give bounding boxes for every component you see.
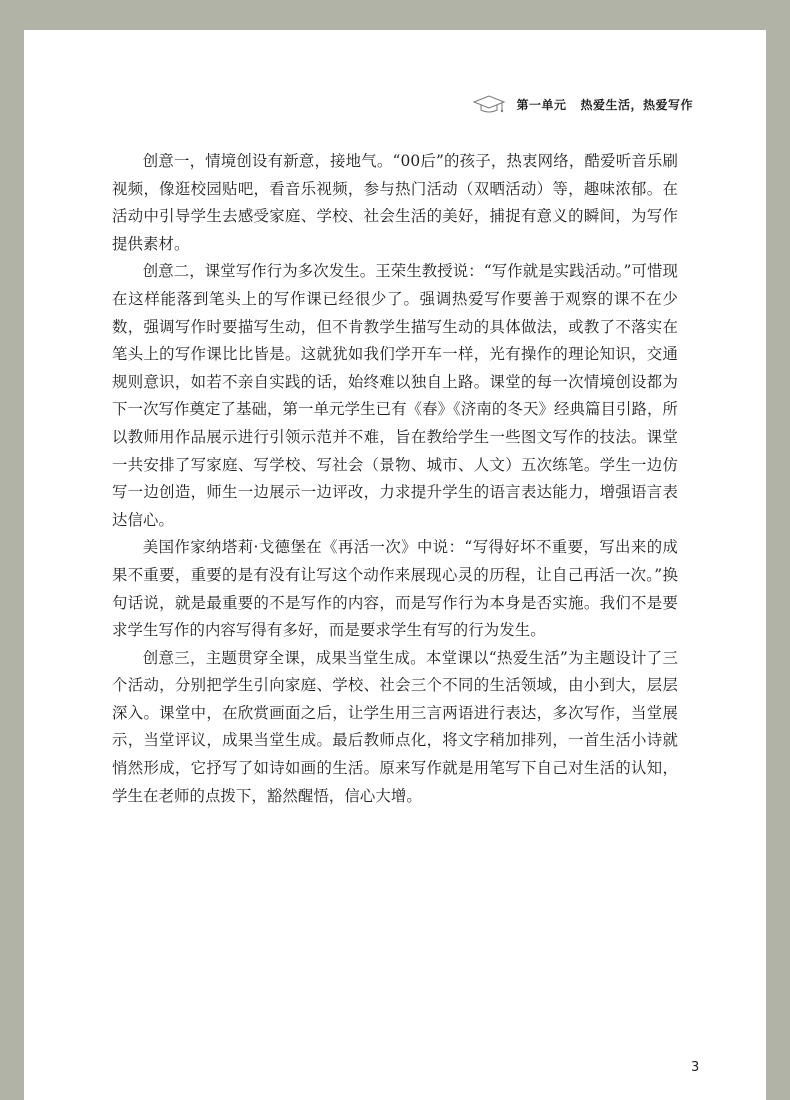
- graduation-cap-icon: [472, 94, 506, 114]
- header-title: 热爱生活，热爱写作: [580, 97, 693, 112]
- paragraph: 创意二，课堂写作行为多次发生。王荣生教授说：“写作就是实践活动。”可惜现在这样能落到笔头上的写作课已经很少了。强调热爱写作要善于观察的课不在少数，强调写作时要描写生动，但不肯教学生描写生动的具体做法，或教了不落实在笔头上的写作课比比皆是。这就犹如我们学开车一样，光有操作的理论知识，交通规则意识，如若不亲自实践的话，始终难以独自上路。课堂的每一次情境创设都为下一次写作奠定了基础，第一单元学生已有《春》《济南的冬天》经典篇目引路，所以教师用作品展示进行引领示范并不难，旨在教给学生一些图文写作的技法。课堂一共安排了写家庭、写学校、写社会（景物、城市、人文）五次练笔。学生一边仿写一边创造，师生一边展示一边评改，力求提升学生的语言表达能力，增强语言表达信心。: [112, 262, 678, 529]
- body-text: [112, 148, 678, 810]
- page-number: 3: [691, 1060, 700, 1075]
- paragraph: 创意一，情境创设有新意，接地气。“00后”的孩子，热衷网络，酷爱听音乐刷视频，像逛校园贴吧，看音乐视频，参与热门活动（双晒活动）等，趣味浓郁。在活动中引导学生去感受家庭、学校、社会生活的美好，捕捉有意义的瞬间，为写作提供素材。: [112, 152, 678, 253]
- paragraph: 创意三，主题贯穿全课，成果当堂生成。本堂课以“热爱生活”为主题设计了三个活动，分别把学生引向家庭、学校、社会三个不同的生活领域，由小到大，层层深入。课堂中，在欣赏画面之后，让学生用三言两语进行表达，多次写作，当堂展示，当堂评议，成果当堂生成。最后教师点化，将文字稍加排列，一首生活小诗就悄然形成，它抒写了如诗如画的生活。原来写作就是用笔写下自己对生活的认知，学生在老师的点拨下，豁然醒悟，信心大增。: [112, 648, 678, 805]
- paragraph: 美国作家纳塔莉·戈德堡在《再活一次》中说：“写得好坏不重要，写出来的成果不重要，重要的是有没有让写这个动作来展现心灵的历程，让自己再活一次。”换句话说，就是最重要的不是写作的内容，而是写作行为本身是否实施。我们不是要求学生写作的内容写得有多好，而是要求学生有写的行为发生。: [112, 538, 678, 640]
- book-page: [24, 30, 766, 1100]
- running-header: [472, 94, 693, 114]
- header-unit: 第一单元: [516, 97, 567, 112]
